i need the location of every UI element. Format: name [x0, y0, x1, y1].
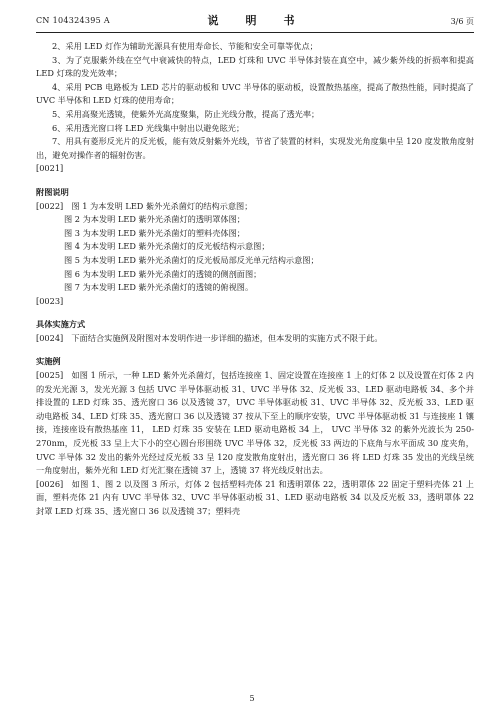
section-title-implementation: 具体实施方式 [36, 319, 86, 330]
page-header [36, 10, 474, 33]
figure-caption-4: 图 4 为本发明 LED 紫外光杀菌灯的反光板结构示意图； [64, 241, 270, 252]
document-body [36, 40, 474, 519]
advantage-4: 4、采用 PCB 电路板为 LED 芯片的驱动板和 UVC 半导体的驱动板，设置散热基座，提高了散热性能，同时提高了 UVC 半导体和 LED 灯珠的使用寿命； [36, 81, 474, 106]
advantage-5: 5、采用高聚光透镜，使紫外光高度聚集，防止光线分散，提高了透光率； [52, 108, 320, 119]
paragraph-tag-0021: [0021] [36, 163, 64, 174]
figures-paragraph [36, 200, 474, 214]
figure-caption-7: 图 7 为本发明 LED 紫外光杀菌灯的透镜的俯视图。 [64, 282, 254, 293]
page-number: 5 [249, 694, 255, 703]
figure-caption-1: 图 1 为本发明 LED 紫外光杀菌灯的结构示意图； [71, 200, 253, 211]
advantage-6: 6、采用透光窗口将 LED 光线集中射出以避免眩光； [52, 122, 245, 133]
section-title-example: 实施例 [36, 356, 61, 367]
paragraph-0025: [0025] 如图 1 所示，一种 LED 紫外光杀菌灯，包括连接座 1、固定设置在连接座 1 上的灯体 2 以及设置在灯体 2 内的发光光源 3，发光光源 3 包括 UVC 半导体驱动板 31、UVC 半导体 32、反光板 33、LED 驱动电路板 34、多个并排设置的 LED 灯珠 35、透光窗口 36 以及透镜 37，UVC 半导体驱动板 31、UVC 半导体 32、反光板 33、LED 驱动电路板 34、LED 灯珠 35、透光窗口 36 以及透镜 37 按从下至上的顺序安装，UVC 半导体驱动板 31 与连接座 1 镶接，连接座设有散热基座 11， LED 灯珠 35 安装在 LED 驱动电路板 34 上， UVC 半导体 32 的紫外光波长为 250-270nm，反光板 33 呈上大下小的空心圆台形围绕 UVC 半导体 32，反光板 33 两边的下底角与水平面成 30 度夹角，UVC 半导体 32 发出的紫外光经过反光板 33 呈 120 度发散角度射出，透光窗口 36 将 LED 灯珠 35 发出的光线呈统一角度射出，紫外光和 LED 灯光汇聚在透镜 37 上，透镜 37 将光线反射出去。 [36, 370, 474, 476]
section-title-figures: 附图说明 [36, 186, 69, 197]
figure-caption-2: 图 2 为本发明 LED 紫外光杀菌灯的透明罩体图； [64, 214, 245, 225]
patent-number: CN 104324395 A [36, 16, 110, 25]
paragraph-0026: [0026] 如图 1、图 2 以及图 3 所示，灯体 2 包括塑料壳体 21 和透明罩体 22，透明罩体 22 固定于塑料壳体 21 上面，塑料壳体 21 内有 UVC 半导体 32、UVC 半导体驱动板 31、LED 驱动电路板 34 以及反光板 33，透明罩体 22 封罩 LED 灯珠 35、透光窗口 36 以及透镜 37；塑料壳 [36, 478, 474, 516]
advantage-3: 3、为了克服紫外线在空气中衰减快的特点，LED 灯珠和 UVC 半导体封装在真空中，减少紫外线的折损率和提高 LED 灯珠的发光效率； [36, 54, 474, 79]
advantage-2: 2、采用 LED 灯作为辅助光源具有使用寿命长、节能和安全可靠等优点； [52, 41, 318, 51]
advantage-7: 7、用具有菱形反光片的反光板，能有效反射紫外光线，节省了装置的材料，实现发光角度集中呈 120 度发散角度射出，避免对操作者的辐射伤害。 [36, 136, 474, 160]
paragraph-0024: [0024] 下面结合实施例及附图对本发明作进一步详细的描述，但本发明的实施方式不限于此。 [36, 332, 383, 343]
page-indicator: 3/6 页 [450, 17, 474, 26]
figure-caption-5: 图 5 为本发明 LED 紫外光杀菌灯的反光板局部反光单元结构示意图； [64, 254, 319, 265]
figure-caption-3: 图 3 为本发明 LED 紫外光杀菌灯的塑料壳体图； [64, 227, 245, 238]
paragraph-tag-0022: [0022] [36, 200, 64, 211]
document-title: 说 明 书 [207, 14, 303, 27]
figure-caption-6: 图 6 为本发明 LED 紫外光杀菌灯的透镜的侧剖面图； [64, 268, 262, 279]
paragraph-tag-0023: [0023] [36, 295, 64, 306]
